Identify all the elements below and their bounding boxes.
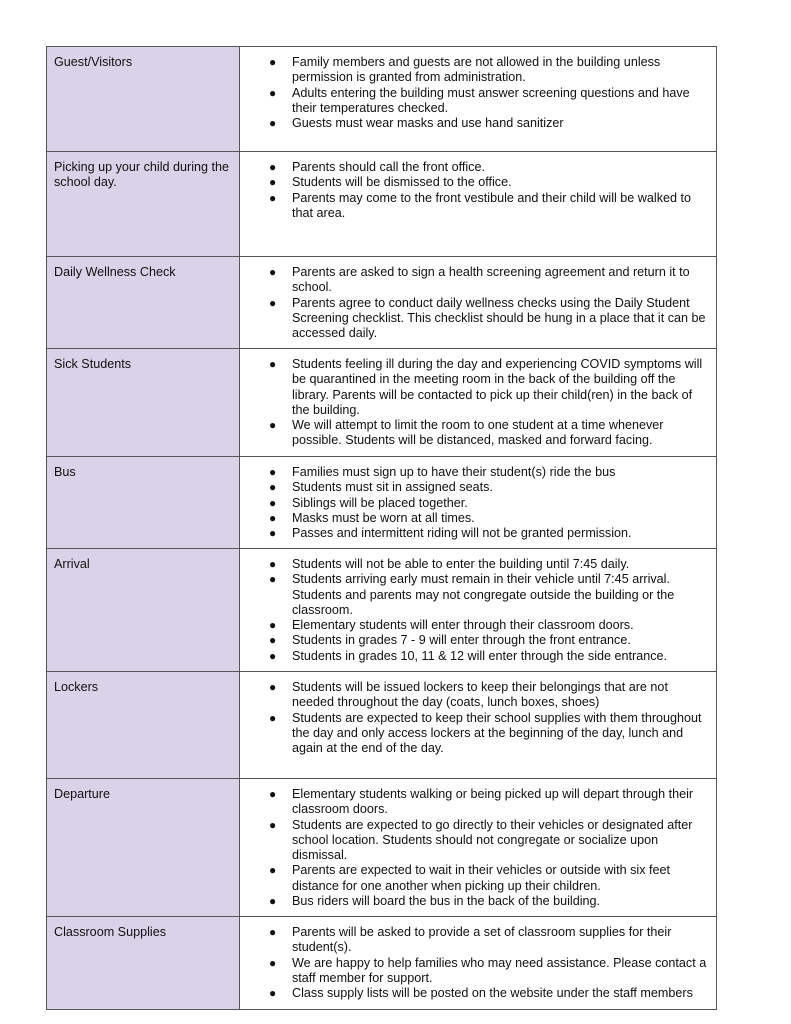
row-content bbox=[240, 152, 717, 257]
row-label: Sick Students bbox=[47, 349, 240, 457]
row-label: Arrival bbox=[47, 549, 240, 672]
table-row bbox=[47, 457, 717, 549]
list-item-text: Passes and intermittent riding will not be granted permission. bbox=[292, 526, 632, 541]
list-item bbox=[240, 86, 708, 117]
bullet-icon: ● bbox=[269, 418, 277, 433]
list-item-text: We will attempt to limit the room to one student at a time whenever possible. Students will be distanced, masked and forward facing. bbox=[292, 418, 664, 448]
list-item bbox=[240, 526, 708, 541]
row-label: Departure bbox=[47, 779, 240, 917]
list-item bbox=[240, 418, 708, 449]
bullet-icon: ● bbox=[269, 955, 277, 970]
list-item bbox=[240, 572, 708, 618]
row-content bbox=[240, 47, 717, 152]
bullet-icon: ● bbox=[269, 295, 277, 310]
bullet-list bbox=[240, 787, 708, 909]
list-item-text: Parents agree to conduct daily wellness checks using the Daily Student Screening checklist. This checklist should be hung in a place that it can be accessed daily. bbox=[292, 295, 706, 341]
list-item bbox=[240, 191, 708, 222]
row-content bbox=[240, 349, 717, 457]
bullet-icon: ● bbox=[269, 557, 277, 571]
bullet-icon: ● bbox=[269, 710, 277, 725]
list-item bbox=[240, 480, 708, 495]
bullet-icon: ● bbox=[269, 680, 277, 694]
bullet-icon: ● bbox=[269, 265, 277, 279]
row-label: Bus bbox=[47, 457, 240, 549]
list-item-text: Adults entering the building must answer screening questions and have their temperatures checked. bbox=[292, 85, 690, 115]
table-row bbox=[47, 47, 717, 152]
bullet-icon: ● bbox=[269, 572, 277, 587]
row-label: Classroom Supplies bbox=[47, 917, 240, 1010]
list-item bbox=[240, 818, 708, 864]
list-item bbox=[240, 296, 708, 342]
row-content bbox=[240, 549, 717, 672]
list-item-text: Elementary students walking or being picked up will depart through their classroom doors. bbox=[292, 787, 694, 817]
bullet-icon: ● bbox=[269, 510, 277, 525]
row-content bbox=[240, 779, 717, 917]
row-content bbox=[240, 672, 717, 779]
list-item-text: Bus riders will board the bus in the back of the building. bbox=[292, 894, 601, 909]
bullet-list bbox=[240, 265, 708, 341]
list-item bbox=[240, 649, 708, 664]
list-item-text: Guests must wear masks and use hand sanitizer bbox=[292, 116, 564, 131]
table-row bbox=[47, 152, 717, 257]
list-item-text: Students arriving early must remain in their vehicle until 7:45 arrival. Students and parents may not congregate outside the building or the classroom. bbox=[292, 572, 675, 617]
bullet-list bbox=[240, 55, 708, 131]
list-item bbox=[240, 557, 708, 572]
list-item bbox=[240, 633, 708, 648]
bullet-icon: ● bbox=[269, 160, 277, 174]
table-row bbox=[47, 779, 717, 917]
list-item-text: Parents are asked to sign a health screening agreement and return it to school. bbox=[292, 265, 690, 295]
list-item bbox=[240, 863, 708, 894]
list-item-text: Students will be issued lockers to keep their belongings that are not needed throughout the day (coats, lunch boxes, shoes) bbox=[292, 680, 668, 710]
list-item-text: Parents should call the front office. bbox=[292, 160, 485, 174]
bullet-icon: ● bbox=[269, 817, 277, 832]
list-item-text: Students in grades 10, 11 & 12 will enter through the side entrance. bbox=[292, 648, 668, 663]
bullet-list bbox=[240, 925, 708, 1001]
list-item-text: Family members and guests are not allowed in the building unless permission is granted from administration. bbox=[292, 55, 661, 85]
bullet-icon: ● bbox=[269, 55, 277, 69]
list-item bbox=[240, 116, 708, 131]
row-content bbox=[240, 257, 717, 349]
bullet-icon: ● bbox=[269, 85, 277, 100]
list-item bbox=[240, 160, 708, 175]
list-item bbox=[240, 680, 708, 711]
row-label: Lockers bbox=[47, 672, 240, 779]
bullet-icon: ● bbox=[269, 116, 277, 131]
list-item-text: Parents are expected to wait in their vehicles or outside with six feet distance for one another when picking up their children. bbox=[292, 863, 671, 893]
list-item bbox=[240, 55, 708, 86]
bullet-icon: ● bbox=[269, 526, 277, 541]
bullet-icon: ● bbox=[269, 618, 277, 633]
list-item-text: Parents will be asked to provide a set of classroom supplies for their student(s). bbox=[292, 925, 672, 955]
bullet-icon: ● bbox=[269, 190, 277, 205]
list-item-text: We are happy to help families who may need assistance. Please contact a staff member for support. bbox=[292, 955, 707, 985]
row-content bbox=[240, 917, 717, 1010]
list-item-text: Families must sign up to have their student(s) ride the bus bbox=[292, 465, 616, 479]
bullet-list bbox=[240, 357, 708, 449]
row-content bbox=[240, 457, 717, 549]
bullet-list bbox=[240, 160, 708, 221]
bullet-icon: ● bbox=[269, 787, 277, 801]
list-item-text: Class supply lists will be posted on the website under the staff members bbox=[292, 986, 693, 1001]
list-item bbox=[240, 511, 708, 526]
table-row bbox=[47, 549, 717, 672]
row-label: Guest/Visitors bbox=[47, 47, 240, 152]
list-item bbox=[240, 787, 708, 818]
bullet-icon: ● bbox=[269, 357, 277, 371]
list-item bbox=[240, 986, 708, 1001]
bullet-icon: ● bbox=[269, 925, 277, 939]
list-item-text: Students will be dismissed to the office. bbox=[292, 175, 512, 190]
list-item-text: Siblings will be placed together. bbox=[292, 495, 468, 510]
bullet-icon: ● bbox=[269, 648, 277, 663]
list-item-text: Students are expected to keep their school supplies with them throughout the day and only access lockers at the beginning of the day, lunch and again at the end of the day. bbox=[292, 710, 702, 756]
row-label: Daily Wellness Check bbox=[47, 257, 240, 349]
list-item bbox=[240, 465, 708, 480]
list-item-text: Students feeling ill during the day and experiencing COVID symptoms will be quarantined in the meeting room in the back of the building off the library. Parents will be contacted to pick up their child(ren) in the back of the building. bbox=[292, 357, 703, 417]
bullet-icon: ● bbox=[269, 495, 277, 510]
bullet-icon: ● bbox=[269, 480, 277, 495]
list-item bbox=[240, 894, 708, 909]
bullet-icon: ● bbox=[269, 986, 277, 1001]
policy-table bbox=[46, 46, 717, 1010]
bullet-icon: ● bbox=[269, 175, 277, 190]
table-row bbox=[47, 917, 717, 1010]
bullet-icon: ● bbox=[269, 863, 277, 878]
list-item bbox=[240, 175, 708, 190]
list-item-text: Students will not be able to enter the building until 7:45 daily. bbox=[292, 557, 630, 571]
list-item-text: Masks must be worn at all times. bbox=[292, 510, 475, 525]
bullet-icon: ● bbox=[269, 633, 277, 648]
list-item bbox=[240, 265, 708, 296]
table-row bbox=[47, 349, 717, 457]
bullet-list bbox=[240, 680, 708, 756]
table-row bbox=[47, 257, 717, 349]
bullet-icon: ● bbox=[269, 465, 277, 479]
list-item-text: Students in grades 7 - 9 will enter through the front entrance. bbox=[292, 633, 631, 648]
row-label: Picking up your child during the school day. bbox=[47, 152, 240, 257]
list-item bbox=[240, 357, 708, 418]
bullet-list bbox=[240, 465, 708, 541]
bullet-list bbox=[240, 557, 708, 664]
list-item bbox=[240, 956, 708, 987]
list-item bbox=[240, 496, 708, 511]
table-row bbox=[47, 672, 717, 779]
list-item bbox=[240, 711, 708, 757]
list-item bbox=[240, 925, 708, 956]
list-item-text: Students must sit in assigned seats. bbox=[292, 480, 493, 495]
list-item bbox=[240, 618, 708, 633]
list-item-text: Elementary students will enter through their classroom doors. bbox=[292, 618, 634, 633]
list-item-text: Parents may come to the front vestibule and their child will be walked to that area. bbox=[292, 190, 692, 220]
list-item-text: Students are expected to go directly to their vehicles or designated after school location. Students should not congregate or socialize upon dismissal. bbox=[292, 817, 693, 863]
bullet-icon: ● bbox=[269, 894, 277, 909]
